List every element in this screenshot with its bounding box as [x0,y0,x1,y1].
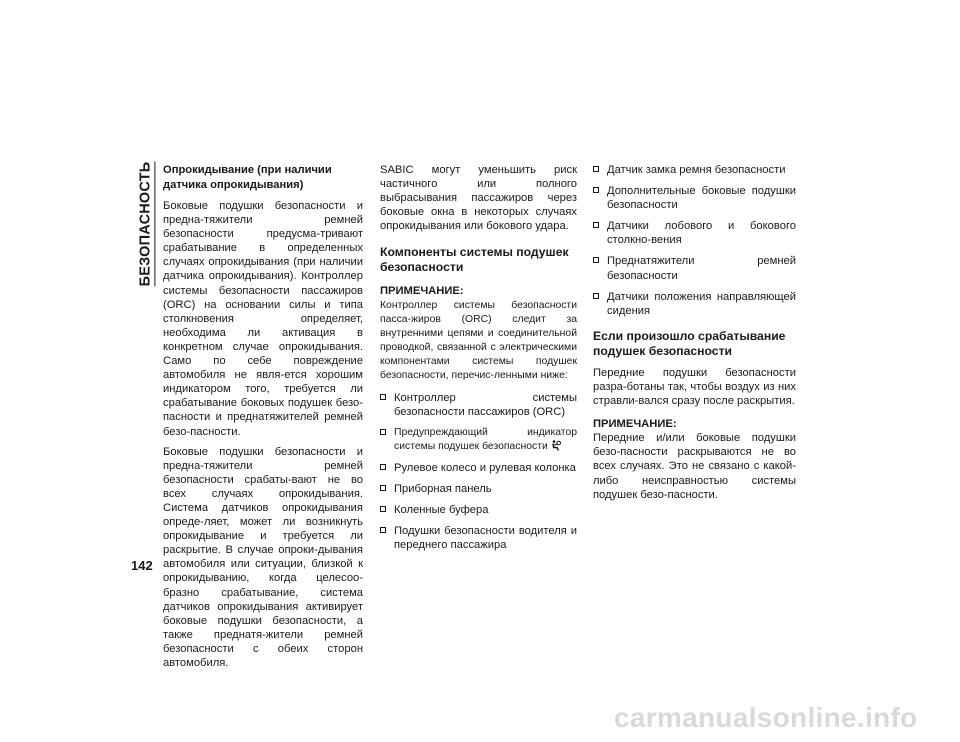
list-item: Датчики лобового и бокового столкно-вения [593,219,796,247]
note-text: Контроллер системы безопасности пасса-жиров (ORC) следит за внутренними цепями и соединительной проводкой, связанной с электрическими компонентами системы подушек безопасности, перечис-ленными ниже: [380,299,577,381]
list-item: Подушки безопасности водителя и переднего пассажира [380,524,577,552]
components-list-continued [593,163,796,318]
airbag-warning-icon [551,440,561,451]
rollover-heading: Опрокидывание (при наличии датчика опрокидывания) [163,164,332,191]
list-item: Предупреждающий индикатор системы подушек безопасности [380,426,577,454]
checkbox-bullet-icon [380,506,386,512]
list-item: Коленные буфера [380,503,577,517]
section-side-tab [137,160,155,288]
note-text: Передние и/или боковые подушки безо-пасности раскрываются не во всех случаях. Это не связано с какой-либо неисправностью системы подушек безо-пасности. [593,432,796,501]
list-item: Датчики положения направляющей сидения [593,290,796,318]
list-item: Датчик замка ремня безопасности [593,163,796,177]
components-heading: Компоненты системы подушек безопасности [380,245,569,275]
note-label: ПРИМЕЧАНИЕ: [380,285,464,298]
list-item: Дополнительные боковые подушки безопасности [593,184,796,212]
section-title: БЕЗОПАСНОСТЬ [137,161,153,287]
page-number: 142 [131,558,153,573]
checkbox-bullet-icon [380,394,386,400]
components-list [380,391,577,553]
note-label: ПРИМЕЧАНИЕ: [593,418,677,431]
checkbox-bullet-icon [593,187,599,193]
checkbox-bullet-icon [380,485,386,491]
checkbox-bullet-icon [380,429,386,435]
list-item: Преднатяжители ремней безопасности [593,254,796,282]
sabic-paragraph: SABIC могут уменьшить риск частичного или полного выбрасывания пассажиров через боковые окна в некоторых случаях опрокидывания или бокового удара. [380,164,577,233]
checkbox-bullet-icon [593,166,599,172]
list-item: Приборная панель [380,482,577,496]
column-1 [163,163,363,676]
checkbox-bullet-icon [380,527,386,533]
checkbox-bullet-icon [593,257,599,263]
checkbox-bullet-icon [593,293,599,299]
list-item: Рулевое колесо и рулевая колонка [380,461,577,475]
checkbox-bullet-icon [593,222,599,228]
deployment-heading: Если произошло срабатывание подушек безопасности [593,328,786,358]
column-3 [593,163,796,510]
column-2 [380,163,577,559]
deployment-paragraph: Передние подушки безопасности разра-ботаны так, чтобы воздух из них стравли-вался сразу после раскрытия. [593,366,796,408]
rollover-paragraph-2: Боковые подушки безопасности и предна-тяжители ремней безопасности срабаты-вают не во всех случаях опрокидывания. Система датчиков опрокидывания опреде-ляет, может ли возникнуть опрокидывание и требуется ли раскрытие. В случае опроки-дывания автомобиля или ситуации, близкой к опрокидыванию, когда целесоо-бразно срабатывание, система датчиков опрокидывания активирует боковые подушки безопасности, а также преднатя-жители ремней безопасности с обеих сторон автомобиля. [163,445,363,669]
checkbox-bullet-icon [380,464,386,470]
watermark-logo: carmanualsonline.info [614,702,918,733]
list-item: Контроллер системы безопасности пассажиров (ORC) [380,391,577,419]
rollover-paragraph-1: Боковые подушки безопасности и предна-тяжители ремней безопасности предусма-тривают срабатывание в определенных случаях опрокидывания (при наличии датчика опрокидывания). Контроллер системы безопасности пассажиров (ORC) на основании силы и типа столкновения определяет, необходима ли активация в конкретном случае опрокидывания. Само по себе повреждение автомобиля не явля-ется хорошим индикатором того, требуется ли срабатывание боковых подушек безо-пасности и преднатяжителей ремней безо-пасности. [163,200,363,438]
